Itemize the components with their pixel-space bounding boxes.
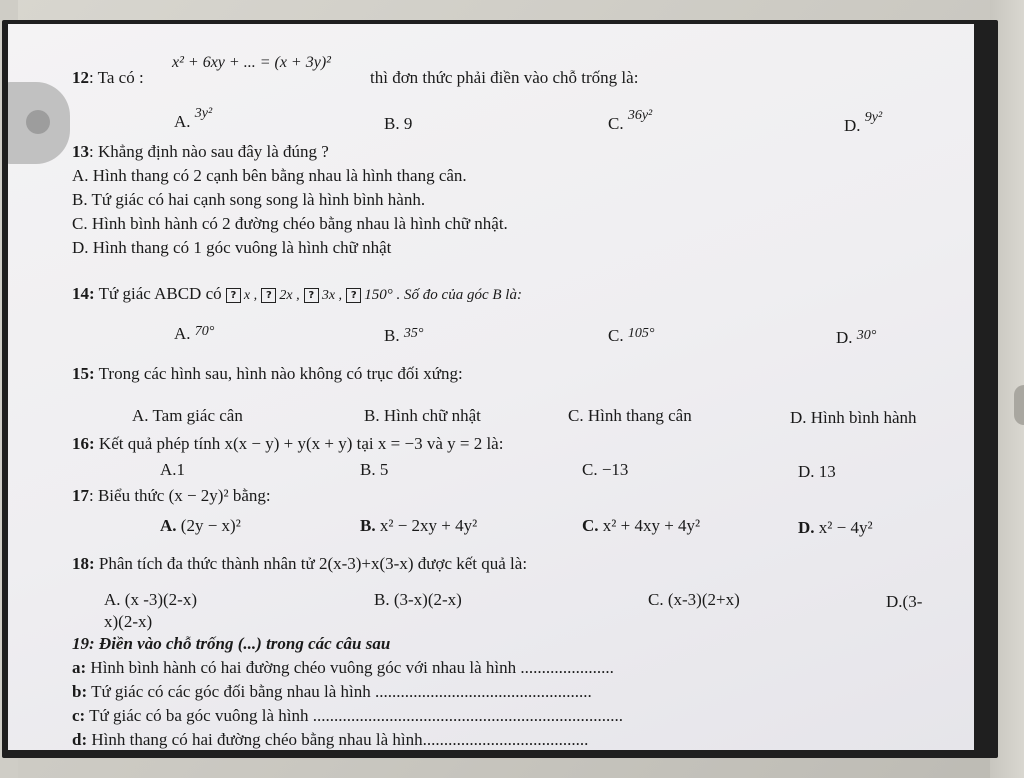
question-14: 14: Tứ giác ABCD có ? x , ? 2x , ? 3x , ? 150° . Số đo của góc B là: bbox=[72, 284, 522, 303]
missing-symbol-icon: ? bbox=[304, 288, 319, 303]
q19-item-b: b: Tứ giác có các góc đối bằng nhau là hình ................................................... bbox=[72, 682, 592, 701]
q13-option-c: C. Hình bình hành có 2 đường chéo bằng nhau là hình chữ nhật. bbox=[72, 214, 508, 233]
q15-option-b: B. Hình chữ nhật bbox=[364, 406, 481, 425]
q18-option-a: A. (x -3)(2-x) bbox=[104, 590, 197, 609]
q14-option-b: B. $^{35^\circ}$ bbox=[384, 326, 424, 345]
question-17: 17: Biểu thức (x − 2y)² bằng: bbox=[72, 486, 271, 505]
q13-option-a: A. Hình thang có 2 cạnh bên bằng nhau là hình thang cân. bbox=[72, 166, 467, 185]
q17-option-b: B. x² − 2xy + 4y² bbox=[360, 516, 478, 535]
missing-symbol-icon: ? bbox=[346, 288, 361, 303]
q16-option-b: B. 5 bbox=[360, 460, 389, 479]
q15-option-c: C. Hình thang cân bbox=[568, 406, 692, 425]
q12-option-a: A. $^{3y^2}$ bbox=[174, 106, 213, 131]
q18-option-d: D.(3- bbox=[886, 592, 923, 611]
q17-option-a: A. (2y − x)² bbox=[160, 516, 241, 535]
question-18: 18: Phân tích đa thức thành nhân tử 2(x-3)+x(3-x) được kết quả là: bbox=[72, 554, 528, 573]
missing-symbol-icon: ? bbox=[226, 288, 241, 303]
q16-option-d: D. 13 bbox=[798, 462, 836, 481]
q14-option-d: D. $^{30^\circ}$ bbox=[836, 328, 877, 347]
q12-option-c: C. $^{36y^2}$ bbox=[608, 108, 653, 133]
assistive-touch-button[interactable] bbox=[8, 82, 70, 164]
q18-option-b: B. (3-x)(2-x) bbox=[374, 590, 462, 609]
q16-option-c: C. −13 bbox=[582, 460, 629, 479]
tablet-side-button bbox=[1014, 385, 1024, 425]
q13-option-b: B. Tứ giác có hai cạnh song song là hình bình hành. bbox=[72, 190, 426, 209]
q14-option-a: A. $^{70^\circ}$ bbox=[174, 324, 215, 343]
q17-option-c: C. x² + 4xy + 4y² bbox=[582, 516, 701, 535]
question-19-heading: 19: Điền vào chỗ trống (...) trong các câu sau bbox=[72, 634, 391, 653]
q12-option-b: B. 9 bbox=[384, 114, 413, 133]
q17-option-d: D. x² − 4y² bbox=[798, 518, 873, 537]
exam-document bbox=[8, 24, 974, 750]
question-16: 16: Kết quả phép tính x(x − y) + y(x + y) tại x = −3 và y = 2 là: bbox=[72, 434, 504, 453]
question-15: 15: Trong các hình sau, hình nào không có trục đối xứng: bbox=[72, 364, 463, 383]
q19-item-d: d: Hình thang có hai đường chéo bằng nhau là hình....................................... bbox=[72, 730, 589, 749]
q12-stem: thì đơn thức phải điền vào chỗ trống là: bbox=[370, 68, 639, 87]
q12-equation: x² + 6xy + ... = (x + 3y)² bbox=[172, 54, 331, 71]
q16-option-a: A.1 bbox=[160, 460, 186, 479]
question-12 bbox=[72, 68, 144, 88]
question-number: 12 bbox=[72, 68, 89, 87]
missing-symbol-icon: ? bbox=[261, 288, 276, 303]
screen bbox=[2, 20, 998, 758]
q13-option-d: D. Hình thang có 1 góc vuông là hình chữ nhật bbox=[72, 238, 392, 257]
question-13: 13: Khẳng định nào sau đây là đúng ? bbox=[72, 142, 329, 161]
q14-option-c: C. $^{105^\circ}$ bbox=[608, 326, 655, 345]
question-prefix: : Ta có : bbox=[89, 68, 144, 87]
q12-option-d: D. $^{9y^2}$ bbox=[844, 110, 883, 135]
q19-item-a: a: Hình bình hành có hai đường chéo vuông góc với nhau là hình ...................... bbox=[72, 658, 614, 677]
q18-option-c: C. (x-3)(2+x) bbox=[648, 590, 740, 609]
q15-option-a: A. Tam giác cân bbox=[132, 406, 243, 425]
q19-item-c: c: Tứ giác có ba góc vuông là hình ......................................................................... bbox=[72, 706, 623, 725]
q18-option-d-continued: x)(2-x) bbox=[104, 612, 153, 631]
q15-option-d: D. Hình bình hành bbox=[790, 408, 917, 427]
